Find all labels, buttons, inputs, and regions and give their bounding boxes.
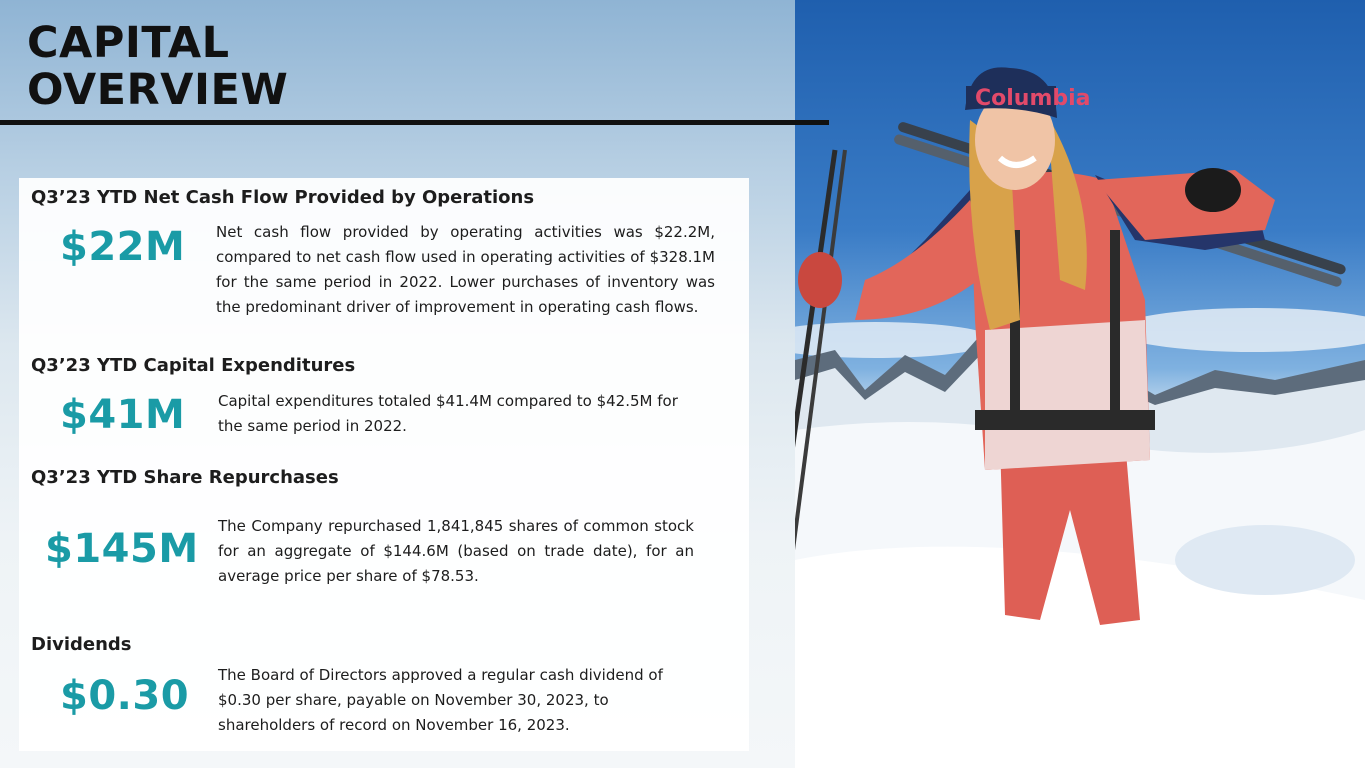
- section-heading-net-cash-flow: Q3’23 YTD Net Cash Flow Provided by Operations: [31, 187, 535, 208]
- section-heading-capex: Q3’23 YTD Capital Expenditures: [31, 355, 356, 376]
- metric-dividends: $0.30: [60, 673, 190, 719]
- description-dividends: The Board of Directors approved a regular cash dividend of $0.30 per share, payable on November 30, 2023, to shareholders of record on November 16, 2023.: [218, 666, 663, 734]
- description-net-cash-flow: Net cash flow provided by operating activities was $22.2M, compared to net cash flow used in operating activities of $328.1M for the same period in 2022. Lower purchases of inventory was the predominant driver of improvement in operating cash flows.: [216, 223, 715, 316]
- skier-illustration: [795, 0, 1365, 768]
- metric-share-repurchases: $145M: [45, 526, 199, 572]
- description-share-repurchases: The Company repurchased 1,841,845 shares of common stock for an aggregate of $144.6M (based on trade date), for an average price per share of $78.53.: [218, 517, 694, 585]
- page-title-line-1: CAPITAL: [27, 18, 230, 68]
- section-heading-dividends: Dividends: [31, 634, 132, 655]
- metric-capex: $41M: [60, 392, 186, 438]
- page-title-line-2: OVERVIEW: [27, 65, 289, 115]
- title-divider: [0, 120, 829, 125]
- description-capex: Capital expenditures totaled $41.4M compared to $42.5M for the same period in 2022.: [218, 392, 678, 435]
- hat-logo-text: Columbia: [975, 86, 1091, 111]
- page-title: [27, 20, 288, 114]
- section-heading-share-repurchases: Q3’23 YTD Share Repurchases: [31, 467, 339, 488]
- hero-photo: [795, 0, 1365, 768]
- metric-net-cash-flow: $22M: [60, 224, 186, 270]
